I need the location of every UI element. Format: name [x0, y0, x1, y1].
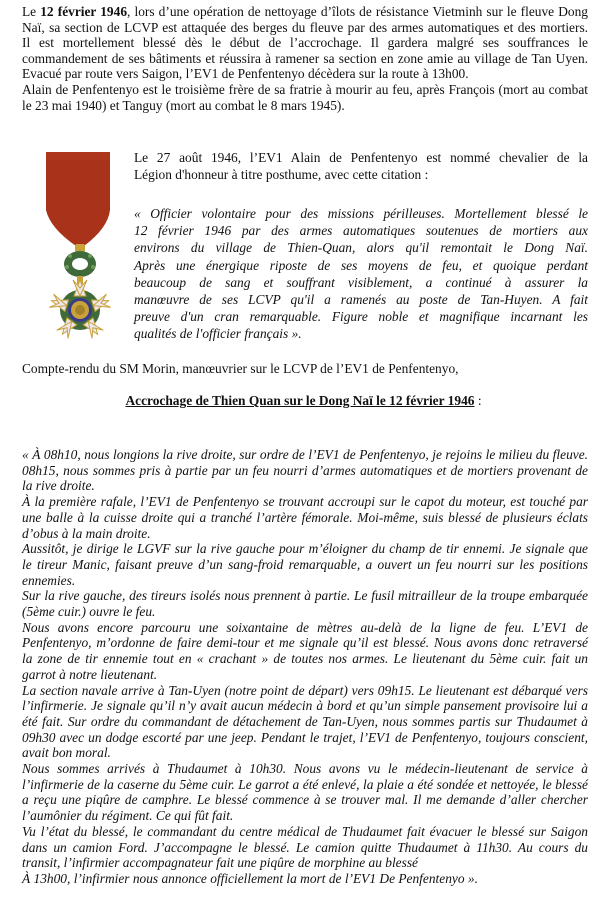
report-line: d’obus à la main droite. [22, 525, 151, 541]
citation-line: 12 février 1946 par des armes automatiques soutenues de mortiers aux [134, 223, 588, 239]
intro-paragraph [22, 4, 588, 113]
intro-line-1: Le 12 février 1946, lors d’une opération de nettoyage d’îlots de résistance Vietminh sur le fleuve Dong [22, 4, 588, 19]
report-line: l’infirmerie de la caserne du 5ème cuir. Le garrot a été enlevé, la plaie a été sondée et nettoyée, le blessé [22, 776, 588, 792]
citation-line: environs du village de Thien-Quan, alors qu'il remontait le Dong Naï. [134, 240, 588, 256]
report-line: la zone de tir ennemie tout en « crachant » de toutes nos armes. Le lieutenant du 5ème cuir. fait un [22, 651, 588, 667]
citation-line: « Officier volontaire pour des missions périlleuses. Mortellement blessé le [134, 206, 588, 221]
report-line: 09h30 avec un dodge escorté par une jeep. Pendant le trajet, l’EV1 de Penfentenyo, toujours conscient, [22, 729, 588, 745]
report-line: l’aumônier du régiment. Ce qui fût fait. [22, 808, 234, 824]
citation-line: beaucoup de sang et souffrant visiblement, a continué à assurer la [134, 274, 588, 290]
legion-line: Le 27 août 1946, l’EV1 Alain de Penfentenyo est nommé chevalier de la [134, 150, 588, 165]
report-line: garrot à notre lieutenant. [22, 666, 158, 682]
citation-line: qualités de l'officier français ». [134, 326, 302, 342]
report-line: Penfentenyo, m’ordonne de faire demi-tour et me signale qu’il est blessé. Nous avons donc retraversé [22, 635, 588, 651]
report-line: « À 08h10, nous longions la rive droite, sur ordre de l’EV1 de Penfentenyo, je rejoins le milieu du fleuve. [22, 447, 588, 462]
legion-line: Légion d'honneur à titre posthume, avec cette citation : [134, 167, 429, 182]
citation-line: manœuvre de ses LCVP qu'il a ramenés au poste de Tan-Huyen. A fait [134, 292, 588, 308]
report-line: l’infirmerie. Je signale qu’il n’y avait aucun médecin à bord et qu’un simple pansement provisoire lui a [22, 698, 588, 714]
intro-line: commandement de ses bâtiments et réussira à ramener sa section en zone amie au village de Tan Uyen. [22, 50, 588, 66]
report-line: ennemies. [22, 572, 76, 588]
citation-quote [134, 205, 588, 343]
report-line: la rive droite. [22, 478, 95, 494]
intro-line: Evacué par route vers Saigon, l’EV1 de Penfentenyo décèdera sur la route à 13h00. [22, 66, 469, 82]
report-line: 08h15, nous sommes pris à partie par un feu nourri d’armes automatiques et de mortiers provenant de [22, 462, 588, 478]
report-line: le tireur Manic, faisant preuve d’un sang-froid remarquable, a ouvert un feu nourri sur les positions [22, 556, 588, 572]
citation-line: Après une énergique riposte de ses moyens de feu, et quoique perdant [134, 257, 588, 273]
report-line: une balle à la cuisse droite qui a tranché l’artère fémorale. Moi-même, suis blessé de plusieurs éclats [22, 509, 588, 525]
report-title [0, 393, 607, 409]
report-line: transit, l’infirmier accompagnateur fait une piqûre de morphine au blessé [22, 855, 418, 871]
report-line: Nous sommes arrivés à Thudaumet à 10h30. Nous avons vu le médecin-lieutenant de service à [22, 761, 588, 777]
legion-of-honour-medal-icon [40, 150, 120, 345]
intro-date: 12 février 1946 [40, 4, 128, 19]
report-line: été fait. Sur ordre du commandant de détachement de Tan-Uyen, nous sommes partis sur Thudaumet à [22, 713, 588, 729]
citation-line: preuve d'un cran remarquable. Figure noble et magnifique incarnant les [134, 309, 588, 325]
report-line: Vu l’état du blessé, le commandant du centre médical de Thudaumet fait évacuer le blessé sur Saigon [22, 823, 588, 839]
report-line: avait bon moral. [22, 745, 111, 761]
report-line: a reçu une piqûre de camphre. Le blessé commence à se trouver mal. Il me demande d’aller chercher [22, 792, 588, 808]
intro-line: Il est mortellement blessé dès le début de l’accrochage. Il gardera malgré ses souffrances le [22, 35, 588, 51]
report-line: Nous avons encore parcouru une soixantaine de mètres au-delà de la ligne de feu. L’EV1 de [22, 619, 588, 635]
report-line: À 13h00, l’infirmier nous annonce officiellement la mort de l’EV1 De Penfentenyo ». [22, 870, 478, 886]
intro-line: Alain de Penfentenyo est le troisième frère de sa fratrie à mourir au feu, après François (mort au combat [22, 81, 588, 97]
report-line: La section navale arrive à Tan-Uyen (notre point de départ) vers 09h15. Le lieutenant est débarqué vers [22, 682, 588, 698]
report-line: dans un camion Ford. J’accompagne le blessé. Le camion quitte Thudaumet à 11h30. Au cours du [22, 839, 588, 855]
report-line: À la première rafale, l’EV1 de Penfentenyo se trouvant accroupi sur le capot du moteur, est touché par [22, 494, 588, 510]
report-title-text: Accrochage de Thien Quan sur le Dong Naï le 12 février 1946 [125, 393, 475, 408]
compte-rendu-intro: Compte-rendu du SM Morin, manœuvrier sur le LCVP de l’EV1 de Penfentenyo, [22, 361, 459, 376]
report-title-suffix: : [474, 393, 482, 408]
legion-paragraph [134, 149, 588, 183]
report-line: Sur la rive gauche, des tireurs isolés nous prennent à partie. Le fusil mitrailleur de la troupe embarquée [22, 588, 588, 604]
intro-line: Naï, sa section de LCVP est attaquée des berges du fleuve par des armes automatiques et des mortiers. [22, 19, 588, 35]
report-line: Aussitôt, je dirige le LGVF sur la rive gauche pour m’éloigner du champ de tir ennemi. Je signale que [22, 541, 588, 557]
report-line: (5ème cuir.) ouvre le feu. [22, 604, 156, 620]
report-body [22, 447, 588, 887]
intro-line: le 23 mai 1940) et Tanguy (mort au combat le 8 mars 1945). [22, 97, 345, 113]
